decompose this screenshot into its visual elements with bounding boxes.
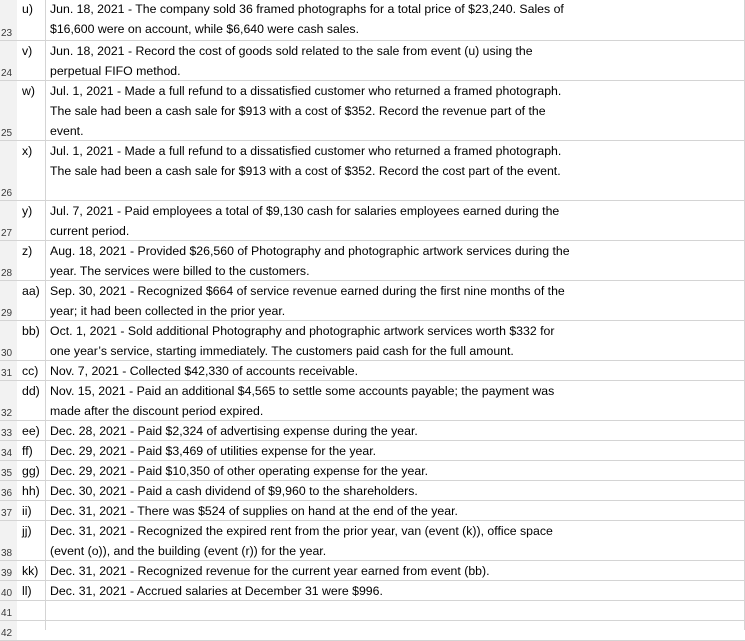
event-label-cell[interactable]: cc): [22, 364, 39, 378]
event-description-line[interactable]: $16,600 were on account, while $6,640 were cash sales.: [50, 22, 359, 36]
row-number: 23: [1, 28, 13, 39]
event-description-line[interactable]: Jul. 7, 2021 - Paid employees a total of $9,130 cash for salaries employees earned during the: [50, 204, 560, 218]
row-header[interactable]: [0, 441, 17, 461]
row-header[interactable]: [0, 141, 17, 201]
row-number: 25: [1, 128, 13, 139]
event-description-line[interactable]: year. The services were billed to the customers.: [50, 264, 310, 278]
row-number: 37: [1, 508, 13, 519]
row-number: 34: [1, 448, 13, 459]
event-description-line[interactable]: current period.: [50, 224, 130, 238]
event-label-cell[interactable]: y): [22, 204, 33, 218]
row-header[interactable]: [0, 81, 17, 141]
row-header[interactable]: [0, 461, 17, 481]
event-description-line[interactable]: Dec. 29, 2021 - Paid $10,350 of other operating expense for the year.: [50, 464, 429, 478]
row-header[interactable]: [0, 581, 17, 601]
row-number: 28: [1, 268, 13, 279]
row-number: 33: [1, 428, 13, 439]
event-description-line[interactable]: Dec. 29, 2021 - Paid $3,469 of utilities expense for the year.: [50, 444, 377, 458]
row-header[interactable]: [0, 41, 17, 81]
event-label-cell[interactable]: kk): [22, 564, 39, 578]
row-header[interactable]: [0, 361, 17, 381]
row-number: 31: [1, 368, 13, 379]
event-description-line[interactable]: Sep. 30, 2021 - Recognized $664 of service revenue earned during the first nine months of the: [50, 284, 565, 298]
row-number: 40: [1, 588, 13, 599]
row-number: 41: [1, 608, 13, 619]
event-description-line[interactable]: Jul. 1, 2021 - Made a full refund to a dissatisfied customer who returned a framed photograph.: [50, 144, 562, 158]
event-description-line[interactable]: The sale had been a cash sale for $913 with a cost of $352. Record the revenue part of the: [50, 104, 546, 118]
event-description-line[interactable]: Dec. 31, 2021 - There was $524 of supplies on hand at the end of the year.: [50, 504, 458, 518]
row-header[interactable]: [0, 521, 17, 561]
row-header[interactable]: [0, 381, 17, 421]
event-description-line[interactable]: Nov. 15, 2021 - Paid an additional $4,565 to settle some accounts payable; the payment was: [50, 384, 555, 398]
row-number: 29: [1, 308, 13, 319]
row-header[interactable]: [0, 621, 17, 641]
event-description-line[interactable]: Dec. 31, 2021 - Accrued salaries at December 31 were $996.: [50, 584, 383, 598]
row-header[interactable]: [0, 421, 17, 441]
row-header[interactable]: [0, 281, 17, 321]
row-header[interactable]: [0, 561, 17, 581]
row-header[interactable]: [0, 201, 17, 241]
event-label-cell[interactable]: jj): [22, 524, 32, 538]
row-header[interactable]: [0, 0, 17, 41]
event-description-line[interactable]: one year’s service, starting immediately. The customers paid cash for the full amount.: [50, 344, 514, 358]
row-header[interactable]: [0, 481, 17, 501]
event-description-line[interactable]: (event (o)), and the building (event (r)) for the year.: [50, 544, 327, 558]
event-description-line[interactable]: year; it had been collected in the prior year.: [50, 304, 286, 318]
event-description-line[interactable]: Dec. 31, 2021 - Recognized revenue for the current year earned from event (bb).: [50, 564, 490, 578]
event-label-cell[interactable]: w): [22, 84, 35, 98]
row-number: 39: [1, 568, 13, 579]
event-label-cell[interactable]: ii): [22, 504, 32, 518]
event-label-cell[interactable]: ff): [22, 444, 33, 458]
event-description-line[interactable]: Dec. 30, 2021 - Paid a cash dividend of $9,960 to the shareholders.: [50, 484, 418, 498]
event-description-line[interactable]: The sale had been a cash sale for $913 with a cost of $352. Record the cost part of the event.: [50, 164, 561, 178]
event-description-line[interactable]: perpetual FIFO method.: [50, 64, 181, 78]
row-number: 35: [1, 468, 13, 479]
row-number: 38: [1, 548, 13, 559]
event-label-cell[interactable]: v): [22, 44, 33, 58]
row-header[interactable]: [0, 241, 17, 281]
event-description-line[interactable]: Dec. 31, 2021 - Recognized the expired rent from the prior year, van (event (k)), office space: [50, 524, 553, 538]
event-description-line[interactable]: Nov. 7, 2021 - Collected $42,330 of accounts receivable.: [50, 364, 359, 378]
event-description-line[interactable]: Oct. 1, 2021 - Sold additional Photography and photographic artwork services worth $332 for: [50, 324, 555, 338]
row-header[interactable]: [0, 501, 17, 521]
row-number: 27: [1, 228, 13, 239]
row-number: 36: [1, 488, 13, 499]
row-header[interactable]: [0, 321, 17, 361]
event-label-cell[interactable]: hh): [22, 484, 40, 498]
row-number: 42: [1, 628, 13, 639]
row-header[interactable]: [0, 601, 17, 621]
event-label-cell[interactable]: ll): [22, 584, 32, 598]
event-label-cell[interactable]: z): [22, 244, 33, 258]
row-number: 32: [1, 408, 13, 419]
event-label-cell[interactable]: u): [22, 2, 33, 16]
event-description-line[interactable]: Aug. 18, 2021 - Provided $26,560 of Photography and photographic artwork services during the: [50, 244, 570, 258]
event-label-cell[interactable]: gg): [22, 464, 40, 478]
column-separator: [45, 0, 46, 630]
event-label-cell[interactable]: ee): [22, 424, 40, 438]
event-description-line[interactable]: Jun. 18, 2021 - The company sold 36 framed photographs for a total price of $23,240. Sales of: [50, 2, 564, 16]
event-label-cell[interactable]: dd): [22, 384, 40, 398]
event-description-line[interactable]: made after the discount period expired.: [50, 404, 264, 418]
event-description-line[interactable]: event.: [50, 124, 84, 138]
event-description-line[interactable]: Jul. 1, 2021 - Made a full refund to a dissatisfied customer who returned a framed photograph.: [50, 84, 562, 98]
row-gridline: [17, 620, 745, 621]
event-description-line[interactable]: Dec. 28, 2021 - Paid $2,324 of advertising expense during the year.: [50, 424, 418, 438]
event-label-cell[interactable]: x): [22, 144, 33, 158]
row-number: 30: [1, 348, 13, 359]
event-label-cell[interactable]: bb): [22, 324, 40, 338]
event-label-cell[interactable]: aa): [22, 284, 40, 298]
row-number: 24: [1, 68, 13, 79]
row-number: 26: [1, 188, 13, 199]
event-description-line[interactable]: Jun. 18, 2021 - Record the cost of goods sold related to the sale from event (u) using the: [50, 44, 533, 58]
